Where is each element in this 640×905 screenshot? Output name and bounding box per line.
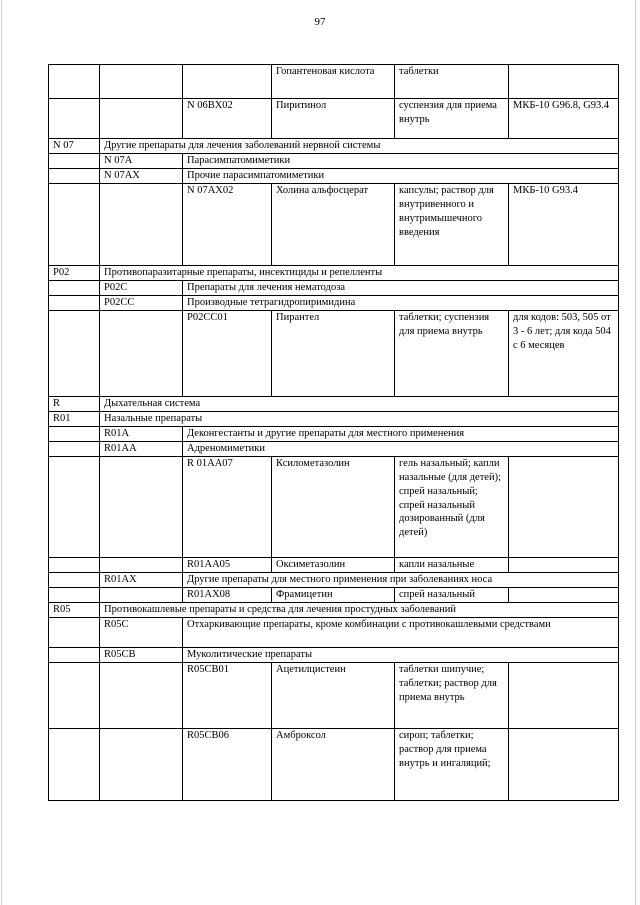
atc-level2-cell: R01A bbox=[100, 427, 183, 442]
group-title-cell: Адреномиметики bbox=[183, 442, 619, 457]
dosage-form-cell: таблетки шипучие; таблетки; раствор для приема внутрь bbox=[395, 663, 509, 729]
atc-code-cell: R05CB01 bbox=[183, 663, 272, 729]
group-title-cell: Прочие парасимпатомиметики bbox=[183, 169, 619, 184]
dosage-form-cell: сироп; таблетки; раствор для приема внутрь и ингаляций; bbox=[395, 729, 509, 801]
atc-level1-cell bbox=[49, 648, 100, 663]
atc-code-cell: R05CB06 bbox=[183, 729, 272, 801]
atc-level1-cell bbox=[49, 573, 100, 588]
note-cell bbox=[509, 663, 619, 729]
atc-level2-cell: R05C bbox=[100, 618, 183, 648]
group-title-cell: Муколитические препараты bbox=[183, 648, 619, 663]
atc-level2-cell: P02CC bbox=[100, 296, 183, 311]
group-title-cell: Другие препараты для местного применения при заболеваниях носа bbox=[183, 573, 619, 588]
table-row bbox=[49, 427, 619, 442]
substance-cell: Ксилометазолин bbox=[272, 457, 395, 558]
table-row bbox=[49, 65, 619, 99]
atc-code-cell: P02CC01 bbox=[183, 311, 272, 397]
group-title-cell: Дыхательная система bbox=[100, 397, 619, 412]
atc-level2-cell bbox=[100, 184, 183, 266]
atc-level2-cell: N 07AX bbox=[100, 169, 183, 184]
table-row bbox=[49, 442, 619, 457]
atc-level1-cell: R01 bbox=[49, 412, 100, 427]
note-cell bbox=[509, 588, 619, 603]
atc-level2-cell: R05CB bbox=[100, 648, 183, 663]
group-title-cell: Отхаркивающие препараты, кроме комбинации с противокашлевыми средствами bbox=[183, 618, 619, 648]
table-row bbox=[49, 311, 619, 397]
dosage-form-cell: спрей назальный bbox=[395, 588, 509, 603]
atc-level1-cell bbox=[49, 618, 100, 648]
note-cell bbox=[509, 457, 619, 558]
note-cell bbox=[509, 729, 619, 801]
atc-level1-cell bbox=[49, 65, 100, 99]
atc-level2-cell bbox=[100, 457, 183, 558]
table-row bbox=[49, 99, 619, 139]
atc-level1-cell: R05 bbox=[49, 603, 100, 618]
dosage-form-cell: капли назальные bbox=[395, 558, 509, 573]
table-row bbox=[49, 457, 619, 558]
substance-cell: Холина альфосцерат bbox=[272, 184, 395, 266]
atc-level1-cell bbox=[49, 311, 100, 397]
page-number: 97 bbox=[314, 16, 326, 28]
atc-code-cell: N 07AX02 bbox=[183, 184, 272, 266]
atc-level1-cell: P02 bbox=[49, 266, 100, 281]
atc-level1-cell bbox=[49, 281, 100, 296]
atc-level2-cell: R01AX bbox=[100, 573, 183, 588]
table-row bbox=[49, 648, 619, 663]
atc-level2-cell bbox=[100, 663, 183, 729]
table-row bbox=[49, 618, 619, 648]
atc-level2-cell bbox=[100, 311, 183, 397]
atc-level1-cell bbox=[49, 663, 100, 729]
dosage-form-cell: таблетки; суспензия для приема внутрь bbox=[395, 311, 509, 397]
note-cell bbox=[509, 65, 619, 99]
dosage-form-cell: гель назальный; капли назальные (для детей); спрей назальный; спрей назальный дозированный (для детей) bbox=[395, 457, 509, 558]
atc-level2-cell: P02C bbox=[100, 281, 183, 296]
atc-level2-cell bbox=[100, 65, 183, 99]
atc-level1-cell bbox=[49, 169, 100, 184]
table-row bbox=[49, 154, 619, 169]
group-title-cell: Другие препараты для лечения заболеваний нервной системы bbox=[100, 139, 619, 154]
atc-code-cell: R01AA05 bbox=[183, 558, 272, 573]
atc-level1-cell bbox=[49, 296, 100, 311]
atc-level1-cell bbox=[49, 99, 100, 139]
substance-cell: Пирантел bbox=[272, 311, 395, 397]
atc-level1-cell: N 07 bbox=[49, 139, 100, 154]
table-row bbox=[49, 281, 619, 296]
table-row bbox=[49, 603, 619, 618]
substance-cell: Ацетилцистеин bbox=[272, 663, 395, 729]
table-row bbox=[49, 558, 619, 573]
substance-cell: Оксиметазолин bbox=[272, 558, 395, 573]
atc-level2-cell: N 07A bbox=[100, 154, 183, 169]
atc-level1-cell bbox=[49, 588, 100, 603]
atc-level2-cell: R01AA bbox=[100, 442, 183, 457]
atc-level1-cell: R bbox=[49, 397, 100, 412]
atc-level1-cell bbox=[49, 442, 100, 457]
table-row bbox=[49, 184, 619, 266]
atc-code-cell bbox=[183, 65, 272, 99]
group-title-cell: Противопаразитарные препараты, инсектициды и репелленты bbox=[100, 266, 619, 281]
note-cell bbox=[509, 558, 619, 573]
table-row bbox=[49, 573, 619, 588]
table-row bbox=[49, 588, 619, 603]
atc-level1-cell bbox=[49, 457, 100, 558]
table-row bbox=[49, 412, 619, 427]
substance-cell: Фрамицетин bbox=[272, 588, 395, 603]
group-title-cell: Противокашлевые препараты и средства для лечения простудных заболеваний bbox=[100, 603, 619, 618]
atc-code-cell: N 06BX02 bbox=[183, 99, 272, 139]
note-cell: для кодов: 503, 505 от 3 - 6 лет; для кода 504 с 6 месяцев bbox=[509, 311, 619, 397]
atc-level2-cell bbox=[100, 729, 183, 801]
note-cell: МКБ-10 G93.4 bbox=[509, 184, 619, 266]
atc-level1-cell bbox=[49, 729, 100, 801]
atc-level2-cell bbox=[100, 558, 183, 573]
substance-cell: Пиритинол bbox=[272, 99, 395, 139]
substance-cell: Амброксол bbox=[272, 729, 395, 801]
atc-code-cell: R01AX08 bbox=[183, 588, 272, 603]
drug-classification-table bbox=[48, 64, 619, 801]
atc-level1-cell bbox=[49, 558, 100, 573]
dosage-form-cell: капсулы; раствор для внутривенного и внутримышечного введения bbox=[395, 184, 509, 266]
group-title-cell: Назальные препараты bbox=[100, 412, 619, 427]
table-row bbox=[49, 169, 619, 184]
table-row bbox=[49, 139, 619, 154]
group-title-cell: Деконгестанты и другие препараты для местного применения bbox=[183, 427, 619, 442]
atc-level2-cell bbox=[100, 588, 183, 603]
atc-level1-cell bbox=[49, 427, 100, 442]
atc-level2-cell bbox=[100, 99, 183, 139]
table-row bbox=[49, 663, 619, 729]
group-title-cell: Парасимпатомиметики bbox=[183, 154, 619, 169]
table-row bbox=[49, 729, 619, 801]
group-title-cell: Производные тетрагидропиримидина bbox=[183, 296, 619, 311]
group-title-cell: Препараты для лечения нематодоза bbox=[183, 281, 619, 296]
table-row bbox=[49, 397, 619, 412]
atc-level1-cell bbox=[49, 184, 100, 266]
dosage-form-cell: суспензия для приема внутрь bbox=[395, 99, 509, 139]
note-cell: МКБ-10 G96.8, G93.4 bbox=[509, 99, 619, 139]
table-row bbox=[49, 266, 619, 281]
atc-code-cell: R 01AA07 bbox=[183, 457, 272, 558]
atc-level1-cell bbox=[49, 154, 100, 169]
table-row bbox=[49, 296, 619, 311]
substance-cell: Гопантеновая кислота bbox=[272, 65, 395, 99]
dosage-form-cell: таблетки bbox=[395, 65, 509, 99]
